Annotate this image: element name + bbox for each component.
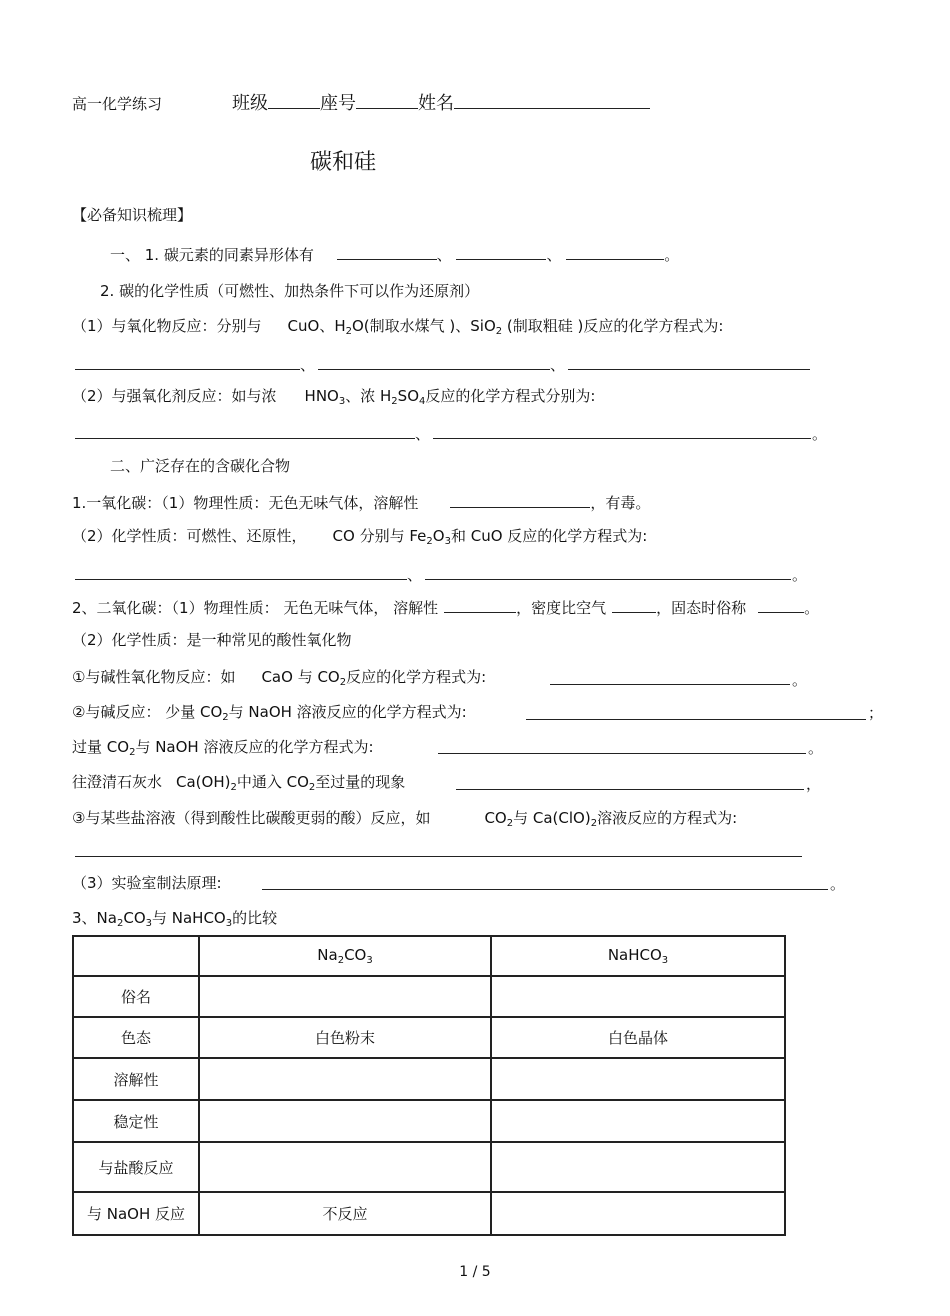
header-nahco3: NaHCO$_3$ — [491, 936, 785, 976]
cell-nahco3[interactable] — [491, 1192, 785, 1235]
table-row — [73, 976, 785, 1017]
page-number: 1 / 5 — [459, 1264, 491, 1280]
header-blank-cell — [73, 936, 199, 976]
co2-reaction-2: ②与碱反应： 少量 $CO_2$与 NaOH 溶液反应的化学方程式为: — [72, 703, 467, 723]
section-heading: 【必备知识梳理】 — [72, 206, 193, 224]
period: 。 — [808, 739, 824, 757]
answer-line[interactable] — [526, 719, 866, 720]
lab-prep-label: （3）实验室制法原理: — [72, 874, 222, 892]
seat-label: 座号 — [320, 93, 356, 114]
cell-nahco3[interactable] — [491, 1142, 785, 1192]
co2-density-blank[interactable] — [612, 598, 656, 613]
comma: ， — [806, 775, 822, 793]
name-blank[interactable] — [454, 94, 650, 109]
cell-nahco3[interactable] — [491, 1100, 785, 1142]
co2-physical: 2、二氧化碳：（1）物理性质： 无色无味气体， 溶解性 ，密度比空气 ，固态时俗称 。 — [72, 599, 820, 617]
student-info — [232, 94, 650, 114]
co-solubility-blank[interactable] — [450, 493, 590, 508]
table-row — [73, 1142, 785, 1192]
part3-heading: 3、$Na_2CO_3$与 NaHCO$_3$的比较 — [72, 909, 278, 929]
co-chemical: （2）化学性质：可燃性、还原性， CO 分别与 $Fe_2O_3$和 CuO 反应的化学方程式为: — [72, 527, 648, 547]
table-row — [73, 1058, 785, 1100]
cell-na2co3[interactable] — [199, 976, 491, 1017]
period: 。 — [830, 875, 846, 893]
cell-na2co3[interactable]: 不反应 — [199, 1192, 491, 1235]
separator: 、 — [407, 566, 423, 584]
table-row — [73, 1192, 785, 1235]
co2-solubility-blank[interactable] — [444, 598, 516, 613]
row-label: 色态 — [73, 1017, 199, 1058]
cell-na2co3[interactable] — [199, 1100, 491, 1142]
q2a-oxide-reaction: （1）与氧化物反应：分别与 CuO、$H_2O$(制取水煤气 )、SiO$_2$ (制取粗硅 )反应的化学方程式为: — [72, 317, 724, 337]
comparison-table — [72, 935, 786, 1236]
class-blank[interactable] — [268, 94, 320, 109]
cell-na2co3[interactable] — [199, 1142, 491, 1192]
header-na2co3: $Na_2CO_3$ — [199, 936, 491, 976]
page-title: 碳和硅 — [310, 150, 377, 175]
allotrope-blank-3[interactable] — [566, 245, 664, 260]
class-label: 班级 — [232, 93, 268, 114]
seat-blank[interactable] — [356, 94, 418, 109]
cell-nahco3[interactable]: 白色晶体 — [491, 1017, 785, 1058]
part2-heading: 二、广泛存在的含碳化合物 — [110, 457, 291, 475]
q1-allotropes: 一、 1. 碳元素的同素异形体有 、 、 。 — [110, 246, 680, 264]
allotrope-blank-2[interactable] — [456, 245, 546, 260]
answer-line[interactable] — [433, 438, 811, 439]
answer-line[interactable] — [568, 369, 810, 370]
separator: 、 — [550, 356, 566, 374]
cell-nahco3[interactable] — [491, 976, 785, 1017]
co2-excess: 过量 $CO_2$与 NaOH 溶液反应的化学方程式为: — [72, 738, 374, 758]
co2-reaction-1: ①与碱性氧化物反应：如 CaO 与 $CO_2$反应的化学方程式为: — [72, 668, 487, 688]
limewater-phenomenon: 往澄清石灰水 $Ca(OH)_2$中通入 $CO_2$至过量的现象 — [72, 773, 406, 793]
name-label: 姓名 — [418, 93, 454, 114]
q2b-oxidizer-reaction: （2）与强氧化剂反应：如与浓 $HNO_3$、浓 $H_2SO_4$反应的化学方程式分别为: — [72, 387, 596, 407]
period: 。 — [812, 425, 828, 443]
period: 。 — [792, 671, 808, 689]
separator: 、 — [415, 425, 431, 443]
answer-line[interactable] — [318, 369, 550, 370]
cell-na2co3[interactable]: 白色粉末 — [199, 1017, 491, 1058]
answer-line[interactable] — [456, 789, 804, 790]
cell-nahco3[interactable] — [491, 1058, 785, 1100]
co-physical: 1.一氧化碳：（1）物理性质：无色无味气体，溶解性 ，有毒。 — [72, 494, 651, 512]
answer-line[interactable] — [438, 753, 806, 754]
row-label: 溶解性 — [73, 1058, 199, 1100]
row-label: 俗名 — [73, 976, 199, 1017]
table-row — [73, 1100, 785, 1142]
answer-line[interactable] — [262, 889, 828, 890]
semicolon: ； — [868, 704, 884, 722]
row-label: 与盐酸反应 — [73, 1142, 199, 1192]
co2-chemical: （2）化学性质：是一种常见的酸性氧化物 — [72, 631, 352, 649]
q2-carbon-props: 2. 碳的化学性质（可燃性、加热条件下可以作为还原剂） — [100, 282, 480, 300]
dry-ice-blank[interactable] — [758, 598, 804, 613]
allotrope-blank-1[interactable] — [337, 245, 437, 260]
course-label: 高一化学练习 — [72, 95, 163, 113]
row-label: 与 NaOH 反应 — [73, 1192, 199, 1235]
cell-na2co3[interactable] — [199, 1058, 491, 1100]
answer-line[interactable] — [425, 579, 791, 580]
answer-line[interactable] — [75, 579, 407, 580]
answer-line[interactable] — [75, 438, 415, 439]
table-header-row — [73, 936, 785, 976]
answer-line[interactable] — [75, 856, 802, 857]
separator: 、 — [300, 356, 316, 374]
answer-line[interactable] — [550, 684, 790, 685]
answer-line[interactable] — [75, 369, 300, 370]
table-row — [73, 1017, 785, 1058]
co2-reaction-3: ③与某些盐溶液（得到酸性比碳酸更弱的酸）反应，如 $CO_2$与 $Ca(ClO)_2$溶液反应的方程式为: — [72, 809, 738, 829]
period: 。 — [792, 566, 808, 584]
row-label: 稳定性 — [73, 1100, 199, 1142]
